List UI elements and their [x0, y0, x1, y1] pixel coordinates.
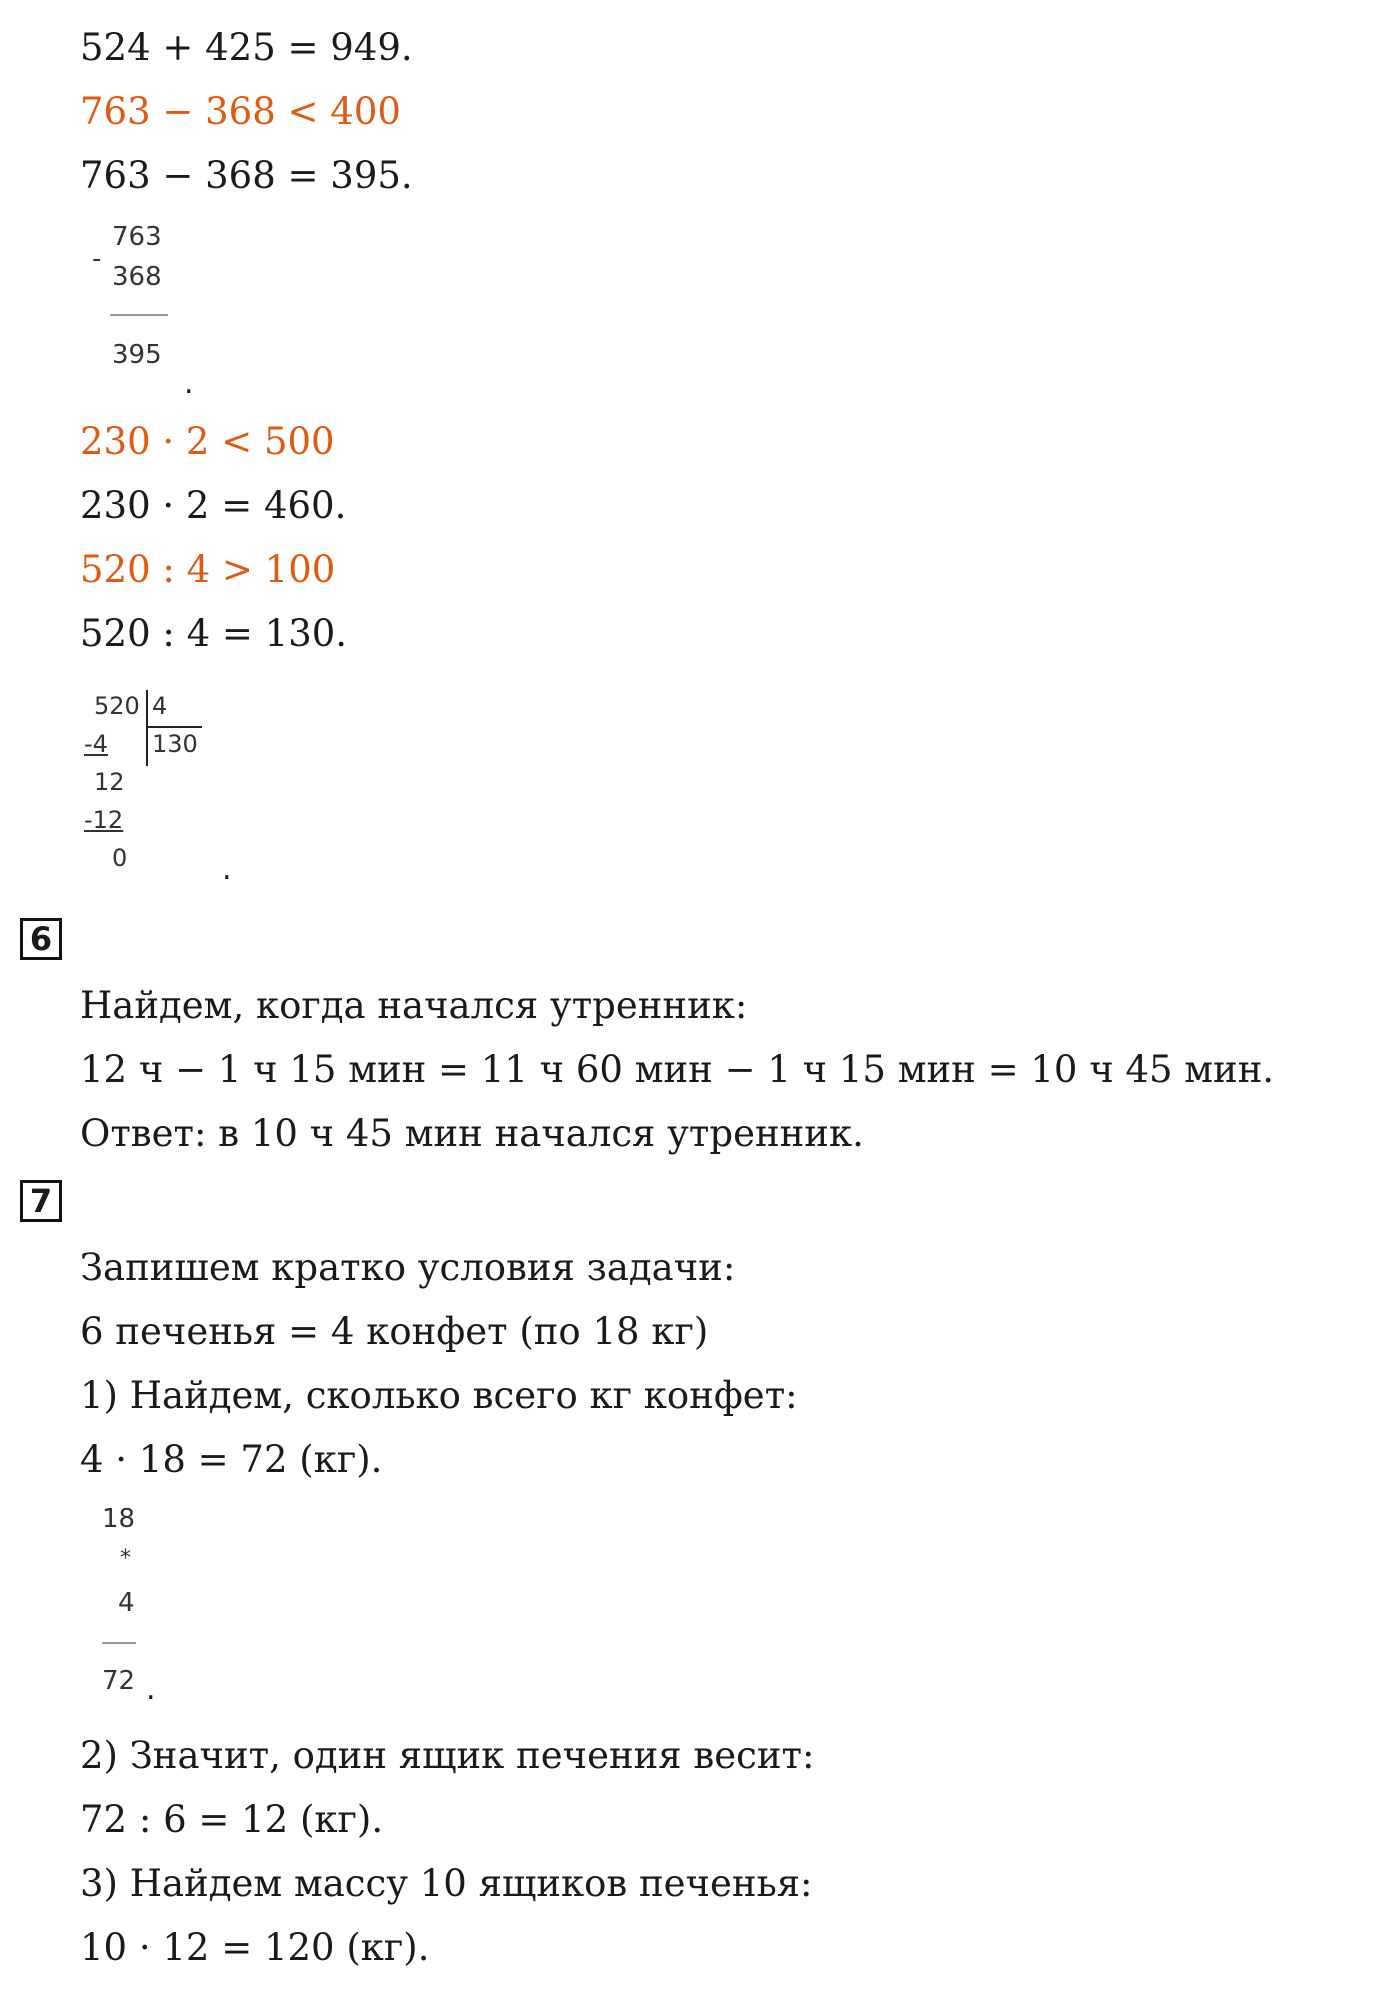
multiply-sign: *: [120, 1546, 131, 1571]
text-line: Найдем, когда начался утренник:: [80, 984, 748, 1027]
minus-sign: -: [92, 244, 102, 274]
task-number-badge: 7: [20, 1180, 62, 1222]
equation-line: 4 · 18 = 72 (кг).: [80, 1438, 383, 1481]
period: .: [184, 366, 194, 401]
period: .: [146, 1672, 156, 1707]
quotient: 130: [152, 730, 198, 758]
equation-line: 763 − 368 = 395.: [80, 154, 413, 197]
dividend: 520: [94, 692, 140, 720]
period: .: [222, 852, 232, 887]
text-line: 3) Найдем массу 10 ящиков печенья:: [80, 1862, 813, 1905]
equation-line: 230 · 2 = 460.: [80, 484, 347, 527]
text-line: Запишем кратко условия задачи:: [80, 1246, 736, 1289]
inequality-line: 520 : 4 > 100: [80, 548, 336, 591]
equation-line: 520 : 4 = 130.: [80, 612, 348, 655]
subtrahend: 368: [112, 262, 162, 292]
inequality-line: 230 · 2 < 500: [80, 420, 335, 463]
text-line: 6 печенья = 4 конфет (по 18 кг): [80, 1310, 709, 1353]
partial-subtraction: -4: [84, 730, 108, 758]
difference: 395: [112, 340, 162, 370]
equation-line: 72 : 6 = 12 (кг).: [80, 1798, 384, 1841]
text-line: 2) Значит, один ящик печения весит:: [80, 1734, 815, 1777]
equation-line: 10 · 12 = 120 (кг).: [80, 1926, 430, 1969]
partial-remainder: 12: [94, 768, 125, 796]
answer-line: Ответ: в 10 ч 45 мин начался утренник.: [80, 1112, 864, 1155]
division-horizontal-line: [148, 726, 202, 728]
multiplicand: 18: [102, 1504, 136, 1534]
column-divider-line: [102, 1642, 136, 1644]
column-divider-line: [110, 314, 168, 316]
divisor: 4: [152, 692, 168, 720]
minuend: 763: [112, 222, 162, 252]
equation-line: 524 + 425 = 949.: [80, 26, 413, 69]
division-vertical-line: [146, 690, 148, 766]
inequality-line: 763 − 368 < 400: [80, 90, 401, 133]
product: 72: [102, 1666, 136, 1696]
equation-line: 12 ч − 1 ч 15 мин = 11 ч 60 мин − 1 ч 15 мин = 10 ч 45 мин.: [80, 1048, 1275, 1091]
multiplier: 4: [118, 1588, 135, 1618]
final-remainder: 0: [112, 844, 128, 872]
task-number-badge: 6: [20, 918, 62, 960]
partial-subtraction: -12: [84, 806, 124, 834]
text-line: 1) Найдем, сколько всего кг конфет:: [80, 1374, 798, 1417]
